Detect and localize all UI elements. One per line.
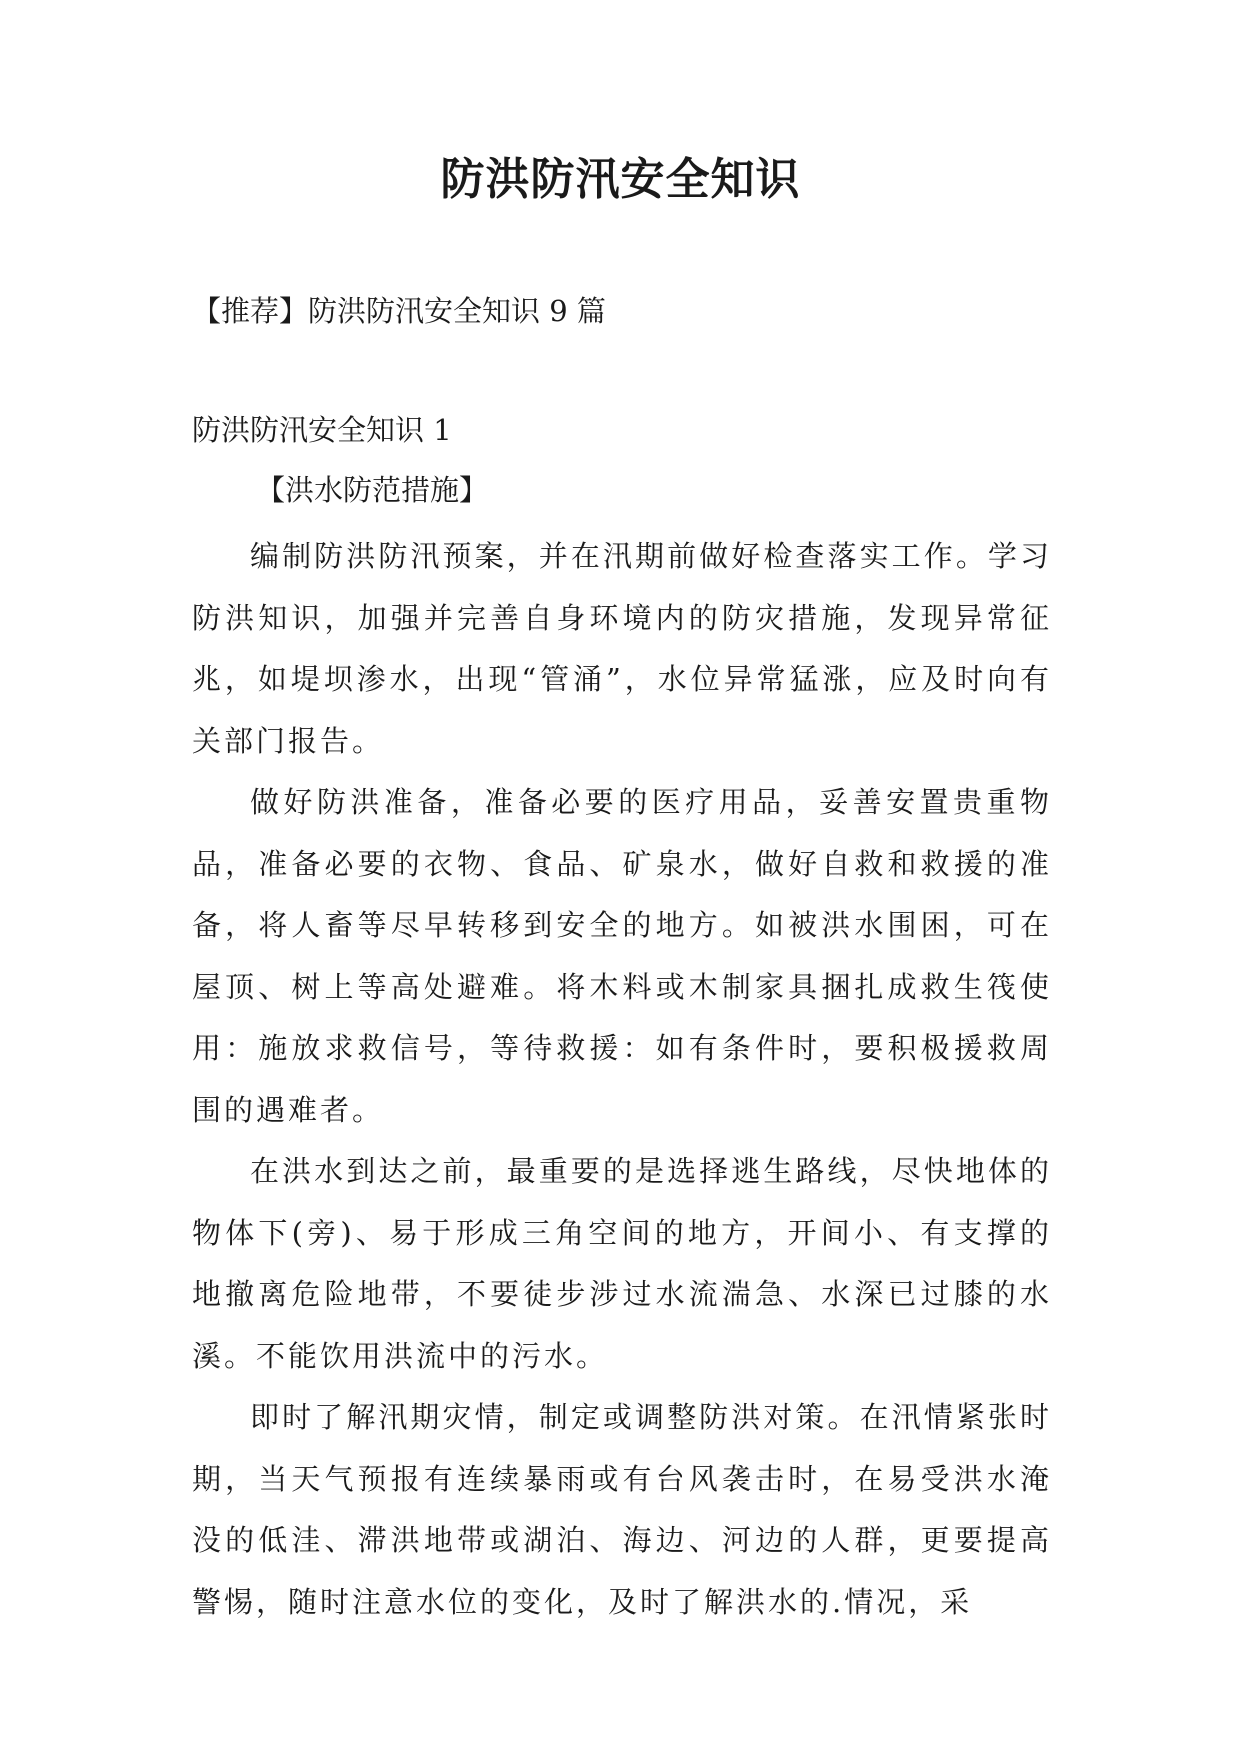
section-heading: 防洪防汛安全知识 1 [192,413,452,447]
paragraph: 在洪水到达之前，最重要的是选择逃生路线，尽快地体的物体下(旁)、易于形成三角空间的地方，开间小、有支撑的地撤离危险地带，不要徒步涉过水流湍急、水深已过膝的水溪。不能饮用洪流中的污水。 [192,1154,1052,1373]
subheading: 【洪水防范措施】 [256,473,489,507]
body-text [192,526,1052,1633]
paragraph: 编制防洪防汛预案，并在汛期前做好检查落实工作。学习防洪知识，加强并完善自身环境内的防灾措施，发现异常征兆，如堤坝渗水，出现“管涌”，水位异常猛涨，应及时向有关部门报告。 [192,539,1052,758]
paragraph: 即时了解汛期灾情，制定或调整防洪对策。在汛情紧张时期，当天气预报有连续暴雨或有台风袭击时，在易受洪水淹没的低洼、滞洪地带或湖泊、海边、河边的人群，更要提高警惕，随时注意水位的变化，及时了解洪水的.情况，采 [192,1400,1052,1619]
recommend-line: 【推荐】防洪防汛安全知识 9 篇 [192,294,606,328]
paragraph: 做好防洪准备，准备必要的医疗用品，妥善安置贵重物品，准备必要的衣物、食品、矿泉水，做好自救和救援的准备，将人畜等尽早转移到安全的地方。如被洪水围困，可在屋顶、树上等高处避难。将木料或木制家具捆扎成救生筏使用：施放求救信号，等待救援：如有条件时，要积极援救周围的遇难者。 [192,785,1052,1127]
document-title: 防洪防汛安全知识 [440,154,801,205]
